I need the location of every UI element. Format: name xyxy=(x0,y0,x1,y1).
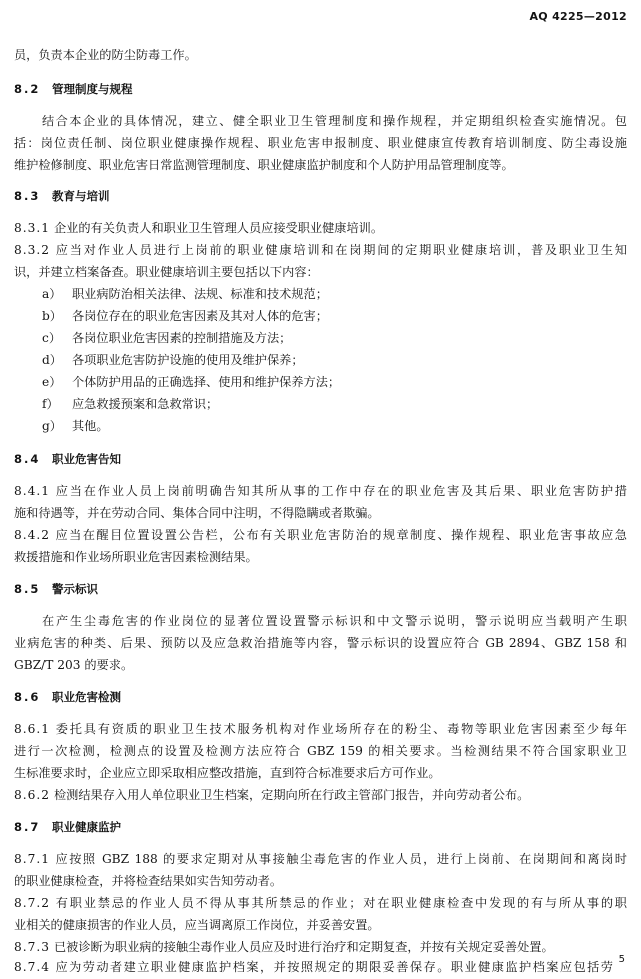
list-item xyxy=(14,307,627,325)
section-number: 8.5 xyxy=(14,582,41,596)
page-number: 5 xyxy=(618,954,625,965)
clause-8-4-1 xyxy=(14,482,627,500)
section-heading-8-4 xyxy=(14,450,627,468)
text-line: 识，并建立档案备查。职业健康培训主要包括以下内容： xyxy=(14,265,319,279)
list-label: b） xyxy=(42,309,62,323)
list-text: 各岗位职业危害因素的控制措施及方法； xyxy=(72,331,292,345)
clause-text: 已被诊断为职业病的接触尘毒作业人员应及时进行治疗和定期复查，并按有关规定妥善处置。 xyxy=(54,940,554,954)
clause-8-7-1 xyxy=(14,850,627,868)
text-line: 业病危害的种类、后果、预防以及应急救治措施等内容，警示标识的设置应符合 GB 2894、GBZ 158 和 xyxy=(14,636,627,650)
section-heading-8-2 xyxy=(14,80,627,98)
list-label: f） xyxy=(42,397,59,411)
list-text: 职业病防治相关法律、法规、标准和技术规范； xyxy=(72,287,328,301)
section-heading-8-6 xyxy=(14,688,627,706)
text-line: 施和待遇等，并在劳动合同、集体合同中注明，不得隐瞒或者欺骗。 xyxy=(14,506,380,520)
section-title: 职业危害检测 xyxy=(52,690,121,704)
standard-code-header: AQ 4225—2012 xyxy=(529,10,627,23)
list-text: 各岗位存在的职业危害因素及其对人体的危害； xyxy=(72,309,328,323)
list-text: 个体防护用品的正确选择、使用和维护保养方法； xyxy=(72,375,341,389)
list-item xyxy=(14,395,627,413)
list-label: c） xyxy=(42,331,62,345)
clause-number: 8.7.1 xyxy=(14,852,51,866)
list-label: g） xyxy=(42,419,62,433)
clause-number: 8.3.1 xyxy=(14,221,51,235)
clause-number: 8.7.3 xyxy=(14,940,51,954)
clause-number: 8.6.1 xyxy=(14,722,51,736)
list-label: e） xyxy=(42,375,62,389)
text-line: 生标准要求时，企业应立即采取相应整改措施，直到符合标准要求后方可作业。 xyxy=(14,766,441,780)
clause-8-7-3 xyxy=(14,938,627,956)
list-text: 其他。 xyxy=(72,419,109,433)
section-number: 8.7 xyxy=(14,820,41,834)
section-title: 警示标识 xyxy=(52,582,98,596)
clause-text: 企业的有关负责人和职业卫生管理人员应接受职业健康培训。 xyxy=(54,221,384,235)
clause-number: 8.4.2 xyxy=(14,528,51,542)
clause-text: 应当对作业人员进行上岗前的职业健康培训和在岗期间的定期职业健康培训，普及职业卫生知 xyxy=(54,243,627,257)
clause-8-3-1 xyxy=(14,219,627,237)
text-line: 维护检修制度、职业危害日常监测管理制度、职业健康监护制度和个人防护用品管理制度等。 xyxy=(14,158,514,172)
section-heading-8-7 xyxy=(14,818,627,836)
text-line: 括：岗位责任制、岗位职业健康操作规程、职业危害申报制度、职业健康宣传教育培训制度、防尘毒设施 xyxy=(14,136,627,150)
list-label: d） xyxy=(42,353,62,367)
section-number: 8.2 xyxy=(14,82,41,96)
clause-text: 有职业禁忌的作业人员不得从事其所禁忌的作业；对在职业健康检查中发现的有与所从事的职 xyxy=(54,896,627,910)
clause-number: 8.7.4 xyxy=(14,960,51,974)
list-item xyxy=(14,329,627,347)
clause-number: 8.6.2 xyxy=(14,788,51,802)
clause-8-4-2 xyxy=(14,526,627,544)
list-item xyxy=(14,285,627,303)
section-number: 8.6 xyxy=(14,690,41,704)
clause-8-6-2 xyxy=(14,786,627,804)
clause-8-6-1 xyxy=(14,720,627,738)
section-number: 8.4 xyxy=(14,452,41,466)
clause-8-7-2 xyxy=(14,894,627,912)
clause-number: 8.7.2 xyxy=(14,896,51,910)
clause-text: 应当在醒目位置设置公告栏，公布有关职业危害防治的规章制度、操作规程、职业危害事故应急 xyxy=(54,528,627,542)
list-item xyxy=(14,373,627,391)
text-line: GBZ/T 203 的要求。 xyxy=(14,658,134,672)
text-line: 在产生尘毒危害的作业岗位的显著位置设置警示标识和中文警示说明，警示说明应当载明产生职 xyxy=(42,614,627,628)
section-number: 8.3 xyxy=(14,189,41,203)
text-line: 业相关的健康损害的作业人员，应当调离原工作岗位，并妥善安置。 xyxy=(14,918,380,932)
section-heading-8-5 xyxy=(14,580,627,598)
text-line: 员，负责本企业的防尘防毒工作。 xyxy=(14,48,197,62)
list-text: 应急救援预案和急救常识； xyxy=(72,397,219,411)
section-title: 教育与培训 xyxy=(52,189,110,203)
clause-8-3-2 xyxy=(14,241,627,259)
clause-number: 8.3.2 xyxy=(14,243,51,257)
clause-text: 应当在作业人员上岗前明确告知其所从事的工作中存在的职业危害及其后果、职业危害防护措 xyxy=(54,484,627,498)
text-line: 结合本企业的具体情况，建立、健全职业卫生管理制度和操作规程，并定期组织检查实施情况。包 xyxy=(42,114,627,128)
clause-text: 委托具有资质的职业卫生技术服务机构对作业场所存在的粉尘、毒物等职业危害因素至少每年 xyxy=(54,722,627,736)
text-line: 的职业健康检查，并将检查结果如实告知劳动者。 xyxy=(14,874,283,888)
clause-number: 8.4.1 xyxy=(14,484,51,498)
text-line: 救援措施和作业场所职业危害因素检测结果。 xyxy=(14,550,258,564)
section-title: 职业健康监护 xyxy=(52,820,121,834)
text-line: 进行一次检测，检测点的设置及检测方法应符合 GBZ 159 的相关要求。当检测结果不符合国家职业卫 xyxy=(14,744,627,758)
clause-text: 应按照 GBZ 188 的要求定期对从事接触尘毒危害的作业人员，进行上岗前、在岗期间和离岗时 xyxy=(54,852,627,866)
section-heading-8-3 xyxy=(14,187,627,205)
list-text: 各项职业危害防护设施的使用及维护保养； xyxy=(72,353,304,367)
list-item xyxy=(14,417,627,435)
list-label: a） xyxy=(42,287,62,301)
section-title: 职业危害告知 xyxy=(52,452,121,466)
clause-text: 应为劳动者建立职业健康监护档案，并按照规定的期限妥善保存。职业健康监护档案应包括劳 xyxy=(54,960,613,974)
section-title: 管理制度与规程 xyxy=(52,82,133,96)
clause-text: 检测结果存入用人单位职业卫生档案，定期向所在行政主管部门报告，并向劳动者公布。 xyxy=(54,788,530,802)
list-item xyxy=(14,351,627,369)
clause-8-7-4 xyxy=(14,958,613,976)
